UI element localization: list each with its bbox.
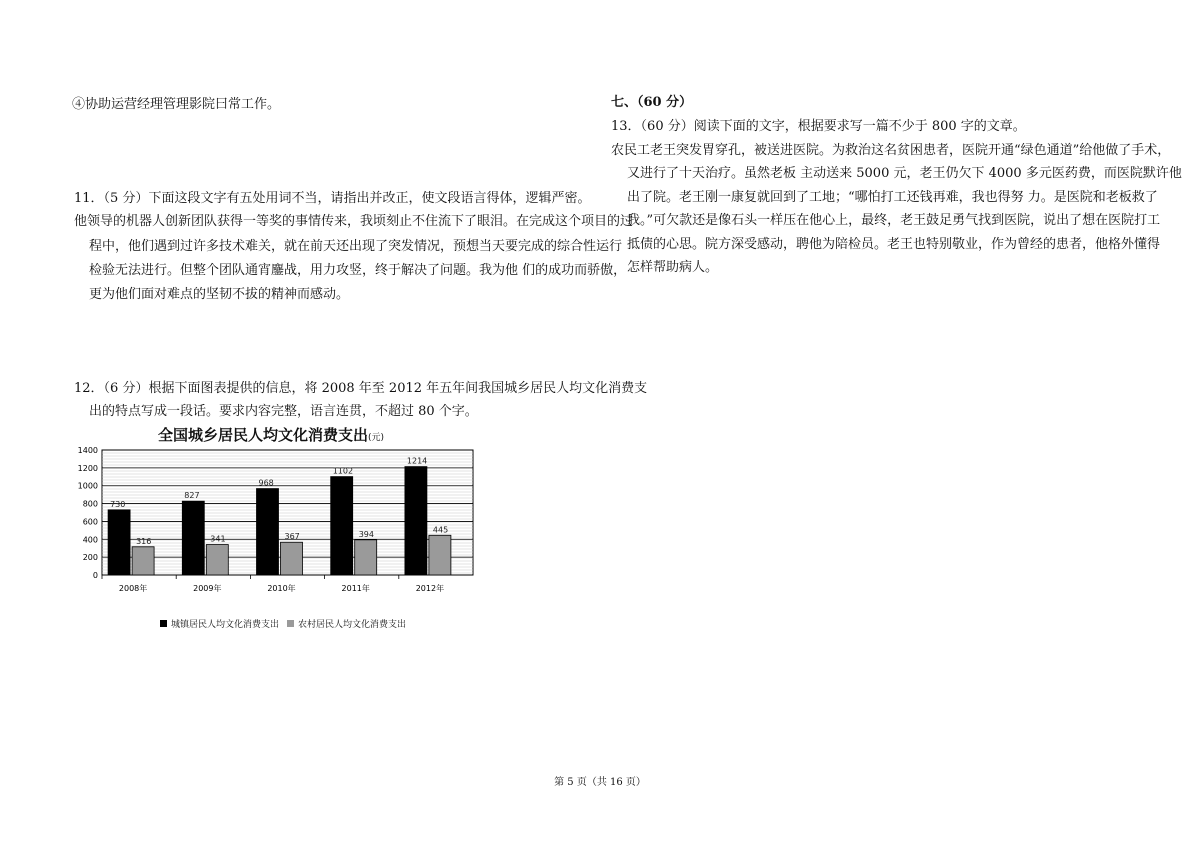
q10-item-4: ④协助运营经理管理影院曰常工作。 <box>72 97 281 112</box>
chart-legend <box>160 617 406 630</box>
passage-line: 我。”可欠款还是像石头一样压在他心上，最终，老王鼓足勇气找到医院，说出了想在医院打工 <box>627 213 1161 228</box>
page-footer: 第 5 页（共 16 页） <box>554 777 646 788</box>
chart-unit: (元) <box>368 433 385 443</box>
bar-urban <box>331 477 353 575</box>
q11-stem: 11．（5 分）下面这段文字有五处用词不当，请指出并改正，使文段语言得体，逻辑严密。 <box>74 191 591 206</box>
x-tick-label: 2010年 <box>267 584 296 593</box>
x-tick-label: 2012年 <box>415 584 445 593</box>
bar-rural <box>429 535 451 575</box>
bar-value-label: 1214 <box>406 456 428 466</box>
bar-value-label: 367 <box>284 532 300 542</box>
bar-rural <box>355 540 377 575</box>
q11-text-line: 检验无法进行。但整个团队通宵鏖战，用力攻竖，终于解决了问题。我为他 们的成功而骄傲， <box>89 263 627 278</box>
chart-svg <box>70 442 490 632</box>
bar-value-label: 341 <box>210 534 226 544</box>
section-title: 七、（60 分） <box>611 95 693 110</box>
bar-value-label: 968 <box>258 478 274 488</box>
chart-title-text: 全国城乡居民人均文化消费支出 <box>158 426 369 444</box>
y-tick-label: 200 <box>82 553 98 563</box>
q12-stem-line: 12．（6 分）根据下面图表提供的信息，将 2008 年至 2012 年五年间我国城乡居民人均文化消费支 <box>74 381 648 396</box>
passage-line: 出了院。老王刚一康复就回到了工地；“哪怕打工还钱再难，我也得努 力。是医院和老板救了 <box>627 190 1158 205</box>
bar-value-label: 394 <box>358 529 374 539</box>
passage-line: 怎样帮助病人。 <box>627 260 719 275</box>
y-tick-label: 800 <box>82 499 98 509</box>
bar-urban <box>108 510 130 575</box>
q11-text-line: 程中，他们遇到过许多技术难关，就在前天还出现了突发情况，预想当天要完成的综合性运行 <box>89 239 623 254</box>
q12-stem-line: 出的特点写成一段话。要求内容完整，语言连贯，不超过 80 个字。 <box>89 404 478 419</box>
y-tick-label: 1200 <box>77 463 98 473</box>
bar-rural <box>132 547 154 575</box>
passage-line: 农民工老王突发胃穿孔，被送进医院。为救治这名贫困患者，医院开通“绿色通道”给他做了手术， <box>611 143 1171 158</box>
bar-value-label: 445 <box>432 525 449 535</box>
bar-value-label: 827 <box>184 491 200 501</box>
q13-stem: 13．（60 分）阅读下面的文字，根据要求写一篇不少于 800 字的文章。 <box>611 119 1026 134</box>
legend-swatch-rural <box>287 620 294 627</box>
legend-label-urban: 城镇居民人均文化消费支出 <box>171 620 280 630</box>
x-tick-label: 2008年 <box>118 584 148 593</box>
bar-rural <box>206 545 228 575</box>
q11-text-line: 他领导的机器人创新团队获得一等奖的事情传来，我顷刻止不住流下了眼泪。在完成这个项目的过 <box>74 214 634 229</box>
x-tick-label: 2011年 <box>341 584 370 593</box>
bar-urban <box>182 501 204 575</box>
passage-line: 又进行了十天治疗。虽然老板 主动送来 5000 元，老王仍欠下 4000 多元医药费，而医院默许他 <box>627 166 1182 181</box>
bar-value-label: 316 <box>136 536 152 546</box>
legend-label-rural: 农村居民人均文化消费支出 <box>298 620 407 630</box>
bar-value-label: 730 <box>110 499 126 509</box>
y-tick-label: 400 <box>82 535 98 545</box>
legend-swatch-urban <box>160 620 167 627</box>
bar-value-label: 1102 <box>332 466 354 476</box>
y-tick-label: 1000 <box>77 481 98 491</box>
y-tick-label: 600 <box>82 517 98 527</box>
q11-text-line: 更为他们面对难点的坚韧不拔的精神而感动。 <box>89 287 350 302</box>
consumption-chart <box>70 422 490 632</box>
y-tick-label: 0 <box>92 571 98 580</box>
bar-rural <box>281 542 303 575</box>
y-tick-label: 1400 <box>77 446 98 455</box>
passage-line: 抵债的心思。院方深受感动，聘他为陪检员。老王也特别敬业，作为曾经的患者，他格外懂得 <box>627 237 1161 252</box>
bar-urban <box>405 467 427 575</box>
bar-urban <box>257 489 279 575</box>
x-tick-label: 2009年 <box>193 584 222 593</box>
